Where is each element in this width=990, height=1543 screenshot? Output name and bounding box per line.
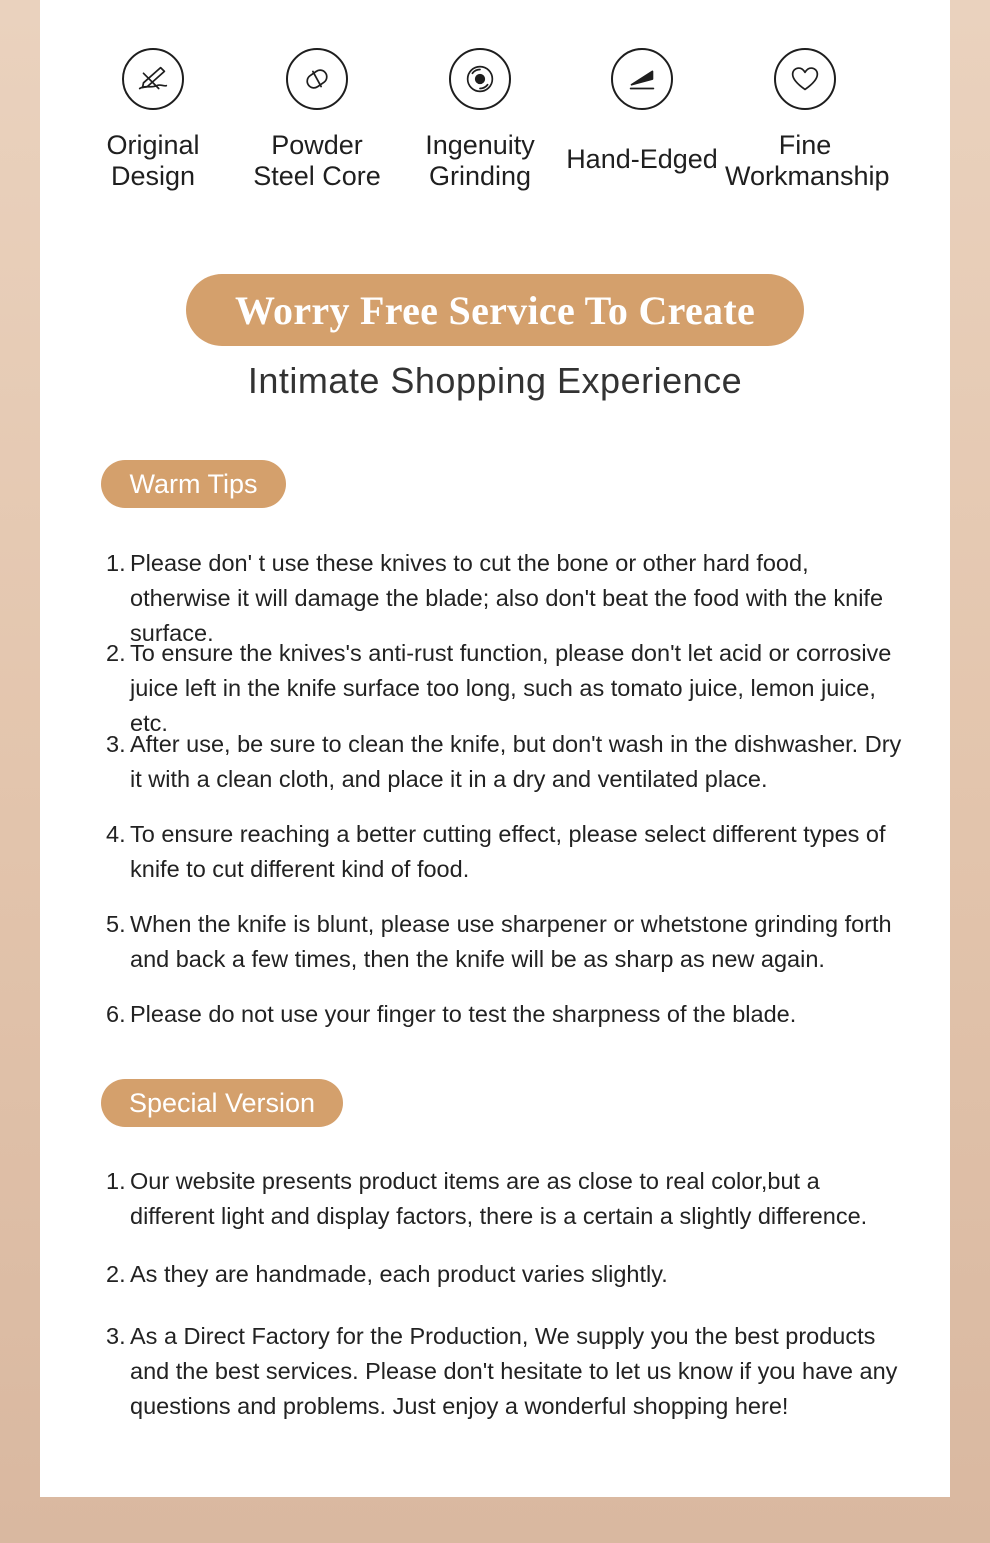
item-number: 5. — [106, 911, 126, 937]
hero-subtitle: Intimate Shopping Experience — [247, 360, 743, 401]
item-text: After use, be sure to clean the knife, but don't wash in the dishwasher. Dry it with a clean cloth, and place it in a dry and ventilated place. — [130, 731, 902, 792]
blade-edge-icon — [611, 48, 673, 110]
feature-original-design — [73, 48, 233, 192]
content-card — [40, 0, 950, 1497]
list-item — [106, 1319, 906, 1424]
hero-title: Worry Free Service To Create — [186, 274, 804, 346]
item-number: 2. — [106, 640, 126, 666]
item-number: 3. — [106, 1323, 126, 1349]
feature-fine-workmanship — [725, 48, 890, 192]
item-text: Please don' t use these knives to cut the bone or other hard food, otherwise it will damage the blade; also don't beat the food with the knife surface. — [130, 550, 884, 646]
list-item — [106, 727, 906, 797]
item-text: As they are handmade, each product varies slightly. — [130, 1261, 668, 1287]
item-number: 1. — [106, 1168, 126, 1194]
steel-core-icon — [286, 48, 348, 110]
feature-label: Powder Steel Core — [253, 130, 381, 191]
feature-label: Hand-Edged — [566, 144, 718, 174]
list-item — [106, 997, 906, 1032]
item-text: To ensure the knives's anti-rust function, please don't let acid or corrosive juice left in the knife surface too long, such as tomato juice, lemon juice, etc. — [130, 640, 892, 736]
list-item — [106, 817, 906, 887]
warm-tips-heading: Warm Tips — [101, 460, 286, 508]
list-item — [106, 1164, 906, 1234]
feature-ingenuity-grinding — [400, 48, 560, 192]
item-number: 3. — [106, 731, 126, 757]
feature-powder-steel-core — [237, 48, 397, 192]
list-item — [106, 907, 906, 977]
feature-hand-edged — [562, 48, 722, 175]
item-text: As a Direct Factory for the Production, We supply you the best products and the best services. Please don't hesitate to let us know if you have any questions and problems. Just enjoy a wonderful shopping here! — [130, 1323, 898, 1419]
feature-label: Ingenuity Grinding — [425, 130, 535, 191]
heart-icon — [774, 48, 836, 110]
item-number: 1. — [106, 550, 126, 576]
special-version-heading: Special Version — [101, 1079, 343, 1127]
item-text: Please do not use your finger to test the sharpness of the blade. — [130, 1001, 797, 1027]
item-text: When the knife is blunt, please use sharpener or whetstone grinding forth and back a few times, then the knife will be as sharp as new again. — [130, 911, 892, 972]
feature-row — [40, 48, 950, 208]
item-number: 2. — [106, 1261, 126, 1287]
pen-design-icon — [122, 48, 184, 110]
item-number: 6. — [106, 1001, 126, 1027]
list-item — [106, 636, 906, 741]
grinding-icon — [449, 48, 511, 110]
feature-label: Original Design — [106, 130, 200, 191]
item-text: To ensure reaching a better cutting effect, please select different types of knife to cut different kind of food. — [130, 821, 886, 882]
item-text: Our website presents product items are as close to real color,but a different light and display factors, there is a certain a slightly difference. — [130, 1168, 868, 1229]
list-item — [106, 1257, 906, 1292]
item-number: 4. — [106, 821, 126, 847]
feature-label: Fine Workmanship — [725, 130, 890, 191]
